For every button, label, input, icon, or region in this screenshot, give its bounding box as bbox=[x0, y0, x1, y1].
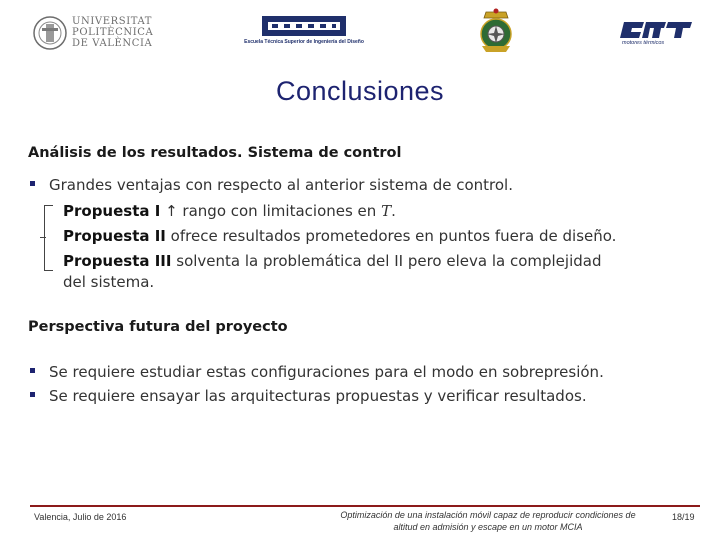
upv-logo bbox=[32, 14, 154, 54]
proposal-item bbox=[63, 227, 616, 245]
footer-thesis-title bbox=[318, 509, 658, 533]
proposal-variable: T bbox=[381, 202, 392, 220]
footer-title-line-2: altitud en admisión y escape en un motor MCIA bbox=[393, 522, 583, 532]
bracket-connector bbox=[44, 205, 53, 271]
etsid-logo-icon bbox=[240, 14, 368, 40]
upv-line-2: POLITÈCNICA bbox=[72, 27, 154, 38]
proposal-label: Propuesta III bbox=[63, 252, 172, 270]
square-bullet-icon bbox=[30, 368, 35, 373]
upv-line-1: UNIVERSITAT bbox=[72, 16, 153, 27]
bullet-item bbox=[30, 176, 513, 194]
upv-logo-icon bbox=[32, 14, 68, 52]
proposal-item bbox=[63, 252, 601, 270]
cmt-logo-icon bbox=[620, 20, 692, 40]
bracket-tick bbox=[40, 237, 46, 238]
bullet-text: Grandes ventajas con respecto al anterior sistema de control. bbox=[49, 176, 513, 194]
bullet-item bbox=[30, 363, 604, 381]
slide-title: Conclusiones bbox=[275, 76, 445, 106]
etsid-caption: Escuela Técnica Superior de Ingeniería del Diseño bbox=[244, 39, 364, 45]
etsid-logo bbox=[240, 14, 368, 52]
crest-logo bbox=[472, 6, 520, 56]
bullet-item bbox=[30, 387, 587, 405]
bullet-text: Se requiere ensayar las arquitecturas propuestas y verificar resultados. bbox=[49, 387, 587, 405]
cmt-logo bbox=[620, 20, 692, 50]
crest-emblem-icon bbox=[472, 6, 520, 56]
square-bullet-icon bbox=[30, 392, 35, 397]
proposal-end: . bbox=[391, 202, 396, 220]
upv-line-3: DE VALÈNCIA bbox=[72, 38, 153, 49]
footer-title-line-1: Optimización de una instalación móvil capaz de reproducir condiciones de bbox=[340, 510, 636, 520]
section-heading-future: Perspectiva futura del proyecto bbox=[28, 319, 288, 335]
proposal-text: solventa la problemática del II pero eleva la complejidad bbox=[176, 252, 602, 270]
proposal-item bbox=[63, 202, 396, 220]
cmt-subtitle: motores térmicos bbox=[622, 40, 665, 46]
proposal-continuation: del sistema. bbox=[63, 273, 155, 291]
proposal-text: ofrece resultados prometedores en puntos fuera de diseño. bbox=[170, 227, 617, 245]
section-heading-results: Análisis de los resultados. Sistema de control bbox=[28, 145, 402, 161]
footer-rule bbox=[30, 505, 700, 507]
square-bullet-icon bbox=[30, 181, 35, 186]
footer-date: Valencia, Julio de 2016 bbox=[34, 512, 127, 522]
page-number: 18/19 bbox=[672, 512, 695, 522]
bullet-text: Se requiere estudiar estas configuraciones para el modo en sobrepresión. bbox=[49, 363, 604, 381]
upv-logo-text bbox=[72, 16, 153, 49]
proposal-label: Propuesta I bbox=[63, 202, 161, 220]
proposal-text: ↑ rango con limitaciones en bbox=[165, 202, 382, 220]
proposal-label: Propuesta II bbox=[63, 227, 166, 245]
